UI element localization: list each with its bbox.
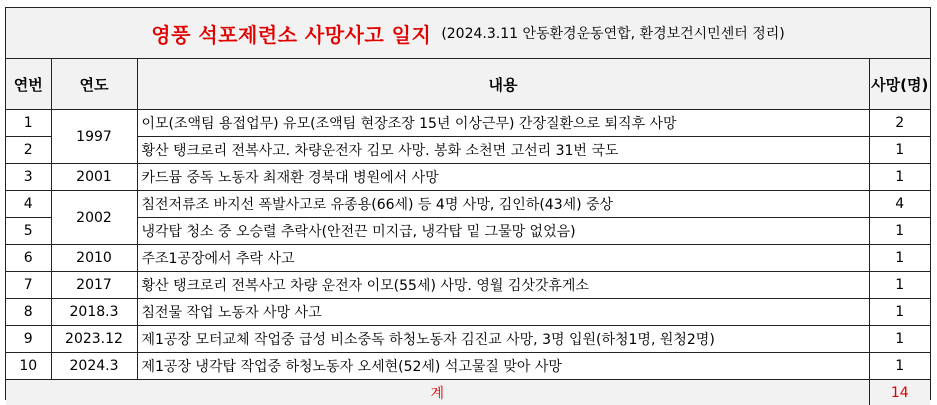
table-row xyxy=(6,245,930,272)
table-row xyxy=(6,353,930,380)
row-content: 황산 탱크로리 전복사고 차량 운전자 이모(55세) 사망. 영월 김삿갓휴게소 xyxy=(137,272,869,299)
total-label: 계 xyxy=(6,380,869,405)
table-row xyxy=(6,137,930,164)
page-subtitle: (2024.3.11 안동환경운동연합, 환경보건시민센터 정리) xyxy=(441,23,784,43)
row-content: 침전저류조 바지선 폭발사고로 유종용(66세) 등 4명 사망, 김인하(43세) 중상 xyxy=(137,191,869,218)
row-deaths: 1 xyxy=(869,326,930,353)
row-deaths: 2 xyxy=(869,110,930,137)
row-deaths: 1 xyxy=(869,218,930,245)
row-content: 제1공장 모터교체 작업중 급성 비소중독 하청노동자 김진교 사망, 3명 입원(하청1명, 원청2명) xyxy=(137,326,869,353)
row-deaths: 1 xyxy=(869,137,930,164)
row-deaths: 1 xyxy=(869,164,930,191)
table-row xyxy=(6,164,930,191)
row-no: 5 xyxy=(6,218,51,245)
header-year: 연도 xyxy=(51,59,137,110)
header-no: 연번 xyxy=(6,59,51,110)
row-deaths: 1 xyxy=(869,299,930,326)
header-content: 내용 xyxy=(137,59,869,110)
row-content: 침전물 작업 노동자 사망 사고 xyxy=(137,299,869,326)
row-content: 카드뮴 중독 노동자 최재환 경북대 병원에서 사망 xyxy=(137,164,869,191)
page-title: 영풍 석포제련소 사망사고 일지 xyxy=(151,19,431,48)
row-no: 7 xyxy=(6,272,51,299)
row-content: 냉각탑 청소 중 오승렬 추락사(안전끈 미지급, 냉각탑 밑 그물망 없었음) xyxy=(137,218,869,245)
row-year: 2018.3 xyxy=(51,299,137,326)
total-value: 14 xyxy=(869,380,930,405)
table-row xyxy=(6,110,930,137)
row-no: 2 xyxy=(6,137,51,164)
row-year: 2023.12 xyxy=(51,326,137,353)
row-year: 2024.3 xyxy=(51,353,137,380)
row-year: 2002 xyxy=(51,191,137,245)
row-deaths: 1 xyxy=(869,245,930,272)
row-no: 1 xyxy=(6,110,51,137)
table-row xyxy=(6,218,930,245)
row-no: 4 xyxy=(6,191,51,218)
row-deaths: 1 xyxy=(869,272,930,299)
title-bar xyxy=(6,8,930,59)
row-year: 1997 xyxy=(51,110,137,164)
table-row xyxy=(6,326,930,353)
row-no: 6 xyxy=(6,245,51,272)
row-no: 8 xyxy=(6,299,51,326)
row-content: 주조1공장에서 추락 사고 xyxy=(137,245,869,272)
total-row xyxy=(6,380,930,405)
header-deaths: 사망(명) xyxy=(869,59,930,110)
header-row xyxy=(6,59,930,110)
row-content: 제1공장 냉각탑 작업중 하청노동자 오세현(52세) 석고물질 맞아 사망 xyxy=(137,353,869,380)
row-year: 2010 xyxy=(51,245,137,272)
row-year: 2017 xyxy=(51,272,137,299)
accident-table xyxy=(6,59,930,405)
table-row xyxy=(6,272,930,299)
row-content: 이모(조액팀 용접업무) 유모(조액팀 현장조장 15년 이상근무) 간장질환으로 퇴직후 사망 xyxy=(137,110,869,137)
row-no: 9 xyxy=(6,326,51,353)
row-no: 3 xyxy=(6,164,51,191)
table-row xyxy=(6,191,930,218)
table-row xyxy=(6,299,930,326)
row-no: 10 xyxy=(6,353,51,380)
row-year: 2001 xyxy=(51,164,137,191)
row-deaths: 4 xyxy=(869,191,930,218)
row-content: 황산 탱크로리 전복사고. 차량운전자 김모 사망. 봉화 소천면 고선리 31번 국도 xyxy=(137,137,869,164)
accident-log-sheet xyxy=(5,7,931,400)
row-deaths: 1 xyxy=(869,353,930,380)
